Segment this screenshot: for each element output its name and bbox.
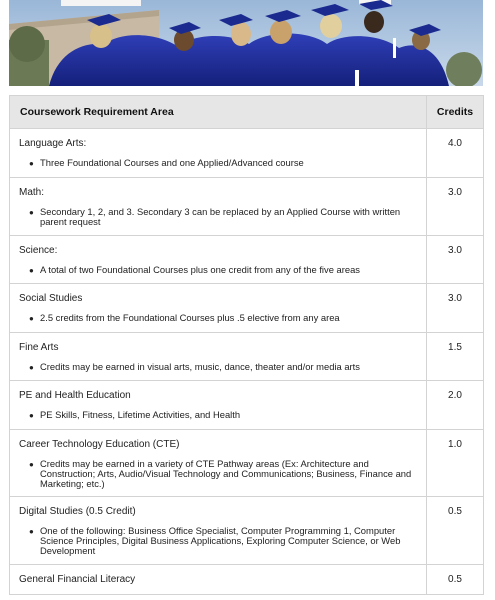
area-title: Fine Arts <box>19 342 59 353</box>
table-row <box>10 497 484 565</box>
bullet-icon: ● <box>29 411 34 420</box>
credits-value: 2.0 <box>427 381 484 430</box>
area-title: Digital Studies (0.5 Credit) <box>19 506 136 517</box>
table-row <box>10 565 484 595</box>
area-detail <box>19 410 417 421</box>
requirement-area-cell <box>10 381 427 430</box>
area-detail-text: A total of two Foundational Courses plus one credit from any of the five areas <box>40 264 360 275</box>
area-detail-text: Credits may be earned in visual arts, music, dance, theater and/or media arts <box>40 361 360 372</box>
requirement-area-cell <box>10 178 427 236</box>
requirement-area-cell <box>10 565 427 595</box>
credits-value: 0.5 <box>427 565 484 595</box>
area-detail <box>19 265 417 276</box>
area-detail <box>19 459 417 489</box>
requirement-area-cell <box>10 284 427 333</box>
credits-value: 4.0 <box>427 129 484 178</box>
table-row <box>10 381 484 430</box>
area-column-header: Coursework Requirement Area <box>10 96 427 129</box>
area-title: Social Studies <box>19 293 83 304</box>
area-detail-text: Secondary 1, 2, and 3. Secondary 3 can be replaced by an Applied Course with written parent request <box>40 206 401 227</box>
area-title: Math: <box>19 187 45 198</box>
requirement-area-cell <box>10 497 427 565</box>
area-title: Language Arts: <box>19 138 87 149</box>
credits-column-header: Credits <box>427 96 484 129</box>
requirement-area-cell <box>10 236 427 284</box>
credits-value: 3.0 <box>427 236 484 284</box>
credits-value: 3.0 <box>427 284 484 333</box>
table-row <box>10 236 484 284</box>
bullet-icon: ● <box>29 314 34 323</box>
area-detail <box>19 313 417 324</box>
area-detail <box>19 207 417 227</box>
area-title: Science: <box>19 245 58 256</box>
area-title: PE and Health Education <box>19 390 131 401</box>
area-detail <box>19 362 417 373</box>
graduation-ceremony-icon <box>9 0 483 86</box>
graduation-photo <box>9 0 483 86</box>
table-row <box>10 129 484 178</box>
area-title: General Financial Literacy <box>19 574 136 585</box>
area-detail <box>19 526 417 556</box>
credits-value: 3.0 <box>427 178 484 236</box>
table-row <box>10 430 484 497</box>
bullet-icon: ● <box>29 460 34 469</box>
table-header-row <box>10 96 484 129</box>
area-detail-text: 2.5 credits from the Foundational Courses plus .5 elective from any area <box>40 312 340 323</box>
area-detail-text: Credits may be earned in a variety of CTE Pathway areas (Ex: Architecture and Construction; Arts, Audio/Visual Technology and Communications; Business, Finance and Marketing; etc.) <box>40 458 412 489</box>
area-detail-text: One of the following: Business Office Specialist, Computer Programming 1, Computer Science Principles, Digital Business Applications, Exploring Computer Science, or Web Development <box>40 525 401 556</box>
credits-value: 1.0 <box>427 430 484 497</box>
area-detail-text: Three Foundational Courses and one Applied/Advanced course <box>40 157 304 168</box>
table-row <box>10 178 484 236</box>
bullet-icon: ● <box>29 159 34 168</box>
requirement-area-cell <box>10 333 427 381</box>
area-title: Career Technology Education (CTE) <box>19 439 180 450</box>
bullet-icon: ● <box>29 208 34 217</box>
requirements-table <box>9 95 484 595</box>
table-row <box>10 333 484 381</box>
credits-value: 1.5 <box>427 333 484 381</box>
requirement-area-cell <box>10 129 427 178</box>
bullet-icon: ● <box>29 363 34 372</box>
table-row <box>10 284 484 333</box>
bullet-icon: ● <box>29 266 34 275</box>
bullet-icon: ● <box>29 527 34 536</box>
area-detail-text: PE Skills, Fitness, Lifetime Activities, and Health <box>40 409 241 420</box>
requirement-area-cell <box>10 430 427 497</box>
credits-value: 0.5 <box>427 497 484 565</box>
area-detail <box>19 158 417 169</box>
